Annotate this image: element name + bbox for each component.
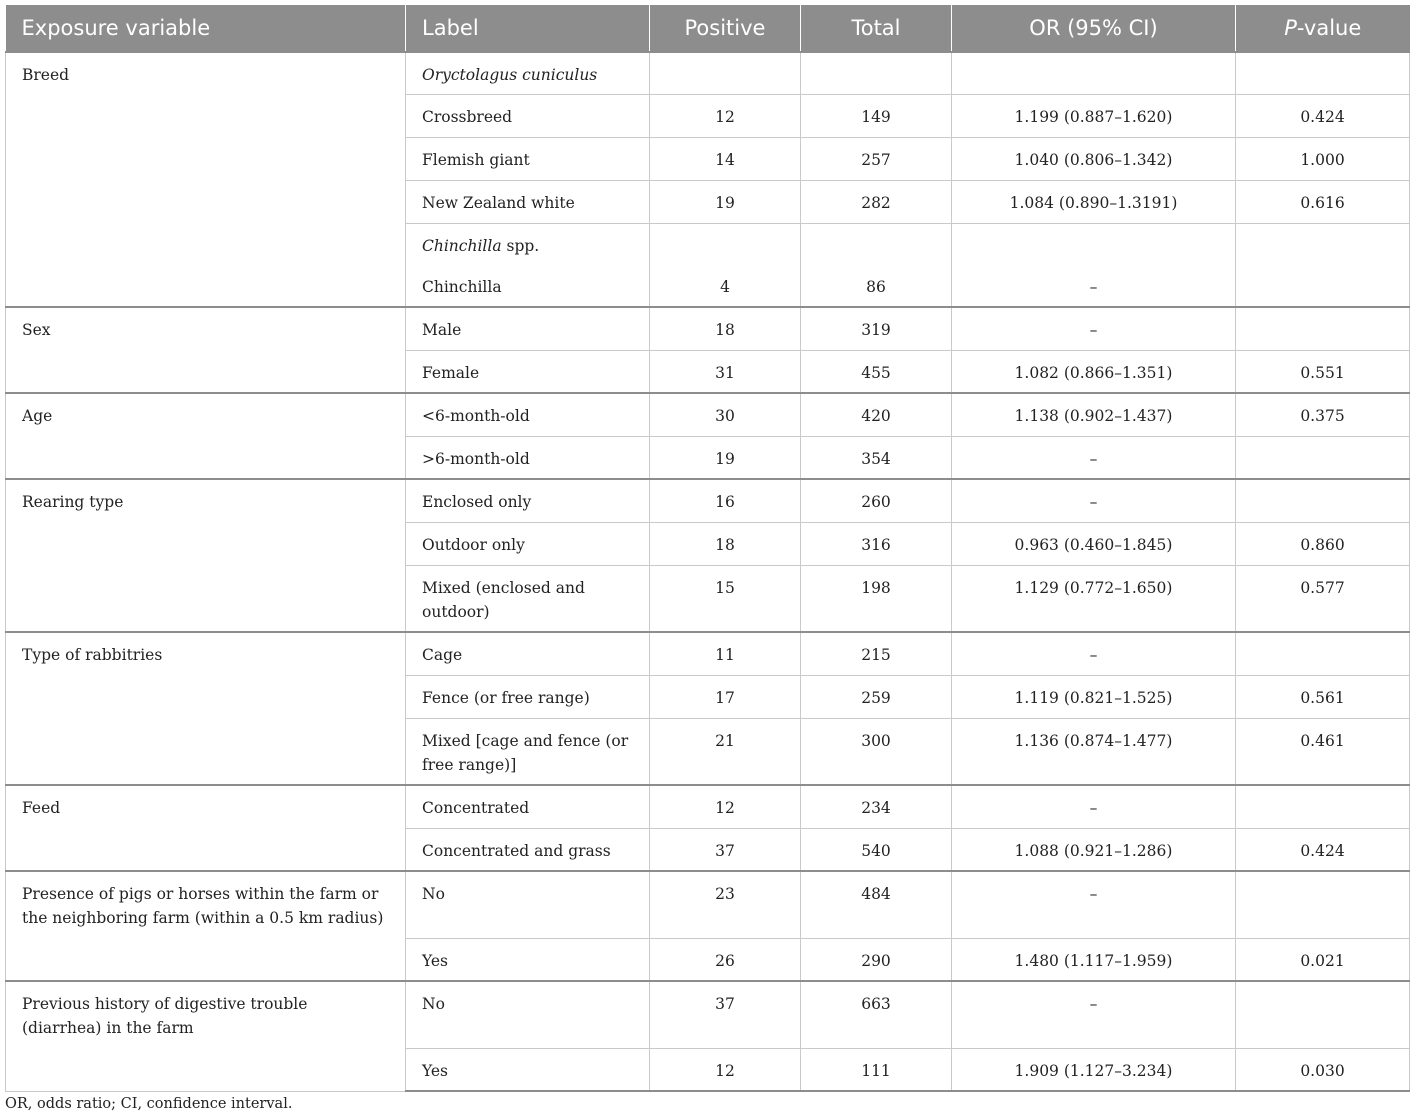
group-digestive-history: Previous history of digestive trouble (diarrhea) in the farm [6,981,406,1091]
row-total: 290 [801,938,952,981]
row-or: 0.963 (0.460–1.845) [952,522,1236,565]
row-p [1236,871,1410,938]
row-or: 1.199 (0.887–1.620) [952,94,1236,137]
row-positive: 19 [650,436,801,479]
row-label: Cage [406,632,650,675]
row-positive: 37 [650,981,801,1048]
group-breed: Breed [6,52,406,307]
header-label: Label [406,5,650,52]
row-total: 282 [801,180,952,223]
row-positive: 30 [650,393,801,436]
row-positive: 26 [650,938,801,981]
species-genus: Chinchilla [422,236,502,255]
row-or: 1.088 (0.921–1.286) [952,828,1236,871]
row-p: 0.860 [1236,522,1410,565]
table-container [5,5,1409,1092]
table-footnote: OR, odds ratio; CI, confidence interval. [5,1096,293,1112]
row-p: 0.030 [1236,1048,1410,1091]
row-label: Flemish giant [406,137,650,180]
row-p: 0.577 [1236,565,1410,632]
row-total: 259 [801,675,952,718]
row-label: Concentrated [406,785,650,828]
row-label: <6-month-old [406,393,650,436]
row-or: – [952,436,1236,479]
table-row [6,981,1410,1048]
row-total: 540 [801,828,952,871]
row-total: 319 [801,307,952,350]
table-row [6,393,1410,436]
group-rabbitries: Type of rabbitries [6,632,406,785]
row-p: 0.461 [1236,718,1410,785]
group-rearing: Rearing type [6,479,406,632]
row-label: Mixed [cage and fence (or free range)] [406,718,650,785]
row-or: – [952,479,1236,522]
row-or: 1.084 (0.890–1.3191) [952,180,1236,223]
results-table [5,5,1410,1092]
row-or: 1.136 (0.874–1.477) [952,718,1236,785]
header-total: Total [801,5,952,52]
row-total: 455 [801,350,952,393]
row-or: – [952,871,1236,938]
row-positive: 16 [650,479,801,522]
row-positive: 17 [650,675,801,718]
row-total: 149 [801,94,952,137]
row-p [1236,981,1410,1048]
row-p: 1.000 [1236,137,1410,180]
row-p [1236,265,1410,307]
table-row [6,871,1410,938]
row-total: 86 [801,265,952,307]
row-positive: 23 [650,871,801,938]
group-sex: Sex [6,307,406,393]
row-p [1236,632,1410,675]
row-positive: 15 [650,565,801,632]
row-positive: 18 [650,522,801,565]
row-or: – [952,265,1236,307]
row-positive: 12 [650,785,801,828]
row-label: Outdoor only [406,522,650,565]
row-label: >6-month-old [406,436,650,479]
row-positive: 14 [650,137,801,180]
row-total: 257 [801,137,952,180]
header-p-italic: P [1284,16,1297,40]
row-positive: 12 [650,1048,801,1091]
row-p: 0.424 [1236,94,1410,137]
row-positive: 4 [650,265,801,307]
row-total: 234 [801,785,952,828]
table-row [6,307,1410,350]
row-label: Male [406,307,650,350]
table-row [6,52,1410,94]
row-or: 1.909 (1.127–3.234) [952,1048,1236,1091]
group-pigs-horses: Presence of pigs or horses within the farm or the neighboring farm (within a 0.5 km radius) [6,871,406,981]
row-or: 1.480 (1.117–1.959) [952,938,1236,981]
row-or: – [952,307,1236,350]
row-positive: 18 [650,307,801,350]
row-total: 300 [801,718,952,785]
row-p: 0.424 [1236,828,1410,871]
row-label: Crossbreed [406,94,650,137]
table-header-row [6,5,1410,52]
row-positive: 12 [650,94,801,137]
table-row [6,785,1410,828]
species-heading [406,223,650,265]
row-total: 215 [801,632,952,675]
row-total: 111 [801,1048,952,1091]
row-p [1236,479,1410,522]
row-or: 1.040 (0.806–1.342) [952,137,1236,180]
row-or: – [952,632,1236,675]
header-positive: Positive [650,5,801,52]
row-label: No [406,871,650,938]
species-suffix: spp. [501,236,540,255]
row-or: 1.082 (0.866–1.351) [952,350,1236,393]
row-total: 663 [801,981,952,1048]
header-exposure: Exposure variable [6,5,406,52]
row-label: No [406,981,650,1048]
row-p: 0.561 [1236,675,1410,718]
row-positive: 37 [650,828,801,871]
row-total: 484 [801,871,952,938]
row-positive: 31 [650,350,801,393]
row-p [1236,307,1410,350]
group-feed: Feed [6,785,406,871]
row-label: Female [406,350,650,393]
row-total: 316 [801,522,952,565]
row-total: 260 [801,479,952,522]
row-label: Chinchilla [406,265,650,307]
row-label: New Zealand white [406,180,650,223]
header-pvalue [1236,5,1410,52]
row-positive: 11 [650,632,801,675]
row-or: 1.129 (0.772–1.650) [952,565,1236,632]
row-or: 1.119 (0.821–1.525) [952,675,1236,718]
row-or: – [952,785,1236,828]
row-p: 0.551 [1236,350,1410,393]
header-or: OR (95% CI) [952,5,1236,52]
row-or: 1.138 (0.902–1.437) [952,393,1236,436]
table-row [6,632,1410,675]
row-label: Enclosed only [406,479,650,522]
row-positive: 21 [650,718,801,785]
row-total: 198 [801,565,952,632]
row-label: Yes [406,938,650,981]
table-row [6,479,1410,522]
row-p [1236,436,1410,479]
row-p: 0.616 [1236,180,1410,223]
row-label: Mixed (enclosed and outdoor) [406,565,650,632]
row-positive: 19 [650,180,801,223]
row-total: 420 [801,393,952,436]
row-or: – [952,981,1236,1048]
row-p [1236,785,1410,828]
row-p: 0.021 [1236,938,1410,981]
row-p: 0.375 [1236,393,1410,436]
row-label: Concentrated and grass [406,828,650,871]
row-label: Yes [406,1048,650,1091]
species-heading: Oryctolagus cuniculus [406,52,650,94]
header-p-rest: -value [1296,16,1362,40]
row-total: 354 [801,436,952,479]
group-age: Age [6,393,406,479]
row-label: Fence (or free range) [406,675,650,718]
